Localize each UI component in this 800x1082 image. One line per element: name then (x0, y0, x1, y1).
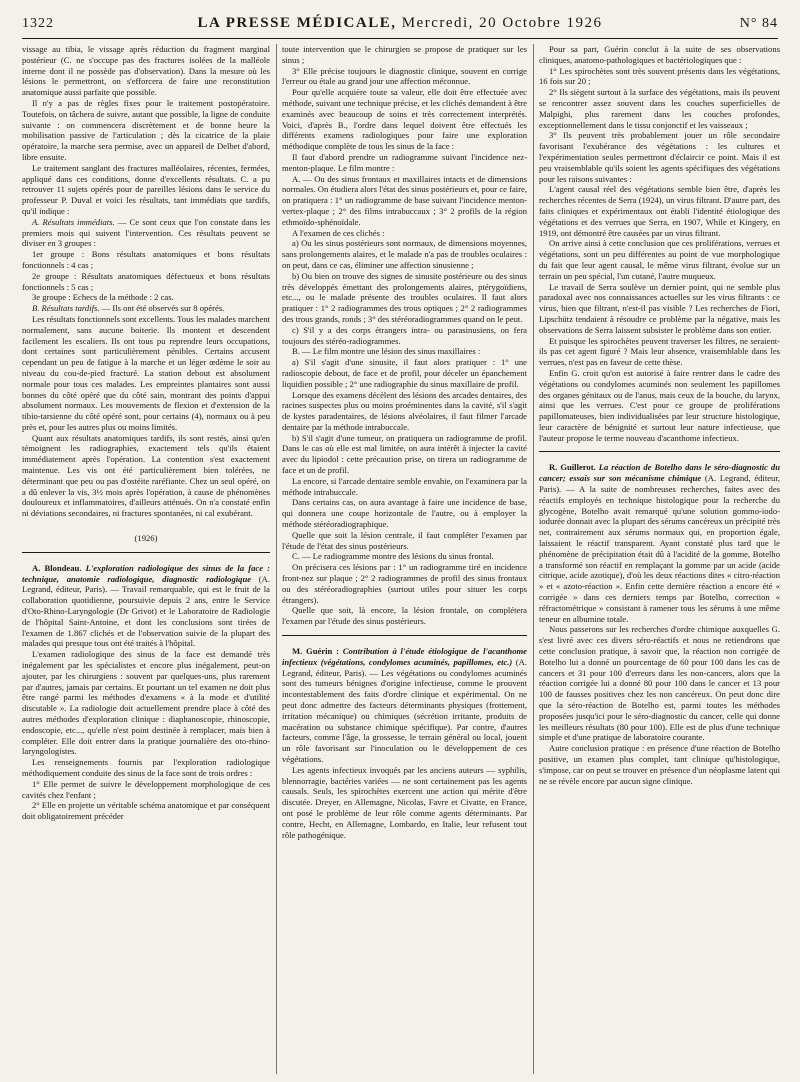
article-title: La réaction de Botelho dans le séro-diagnostic du cancer; essais sur son mécanisme chimique (539, 462, 780, 484)
paragraph: Le traitement sanglant des fractures malléolaires, récentes, fermées, appliqué dans ces conditions, donne d'excellents résultats. C. a pu retrouver 11 sujets opérés pour de pareilles lésions dans le service du professeur P. Duval et voici les résultats, tant immédiats que tardifs, qu'il indique : (22, 162, 270, 216)
paragraph: A l'examen de ces clichés : (292, 227, 385, 238)
article-separator (22, 552, 270, 553)
paragraph: toute intervention que le chirurgien se propose de pratiquer sur les sinus ; (282, 44, 527, 65)
paragraph: On précisera ces lésions par : 1° un radiogramme tiré en incidence front-nez sur plaque ; 2° 2 radiogrammes de profil des sinus frontaux ou des stéréoradiographies (surtout utiles pour situer les corps étrangers). (282, 562, 527, 605)
list-item: 3° Elle précise toujours le diagnostic clinique, souvent en corrige l'erreur ou étale au grand jour une affection méconnue. (282, 65, 527, 87)
list-item: 1er groupe : Bons résultats anatomiques et bons résultats fonctionnels : 4 cas ; (22, 249, 270, 270)
column-2 (282, 44, 527, 1074)
paragraph: Les agents infectieux invoqués par les anciens auteurs — syphilis, blennorragie, bactéries variées — ne sont certainement pas les agents causals. Seuls, les spirochètes exercent une action qui mérite d'être discutée. Dreyer, en Allemagne, Nicolas, Favre et Civatte, en France, ont posé le problème de leur rôle comme agents déterminants. Par contre, Hecht, en Allemagne, Lombardo, en Italie, leur refusent tout rôle pathogénique. (282, 764, 527, 840)
journal-title: LA PRESSE MÉDICALE, (197, 15, 397, 31)
article-author: R. Guillerot. (549, 462, 596, 473)
list-item: 1° Elle permet de suivre le développement morphologique de ces cavités chez l'enfant ; (22, 778, 270, 800)
paragraph: Il faut d'abord prendre un radiogramme suivant l'incidence nez-menton-plaque. Le film montre : (282, 151, 527, 173)
article-publisher: (A. Legrand, éditeur, Paris). (539, 473, 780, 495)
article-heading (539, 462, 780, 624)
paragraph (22, 303, 270, 314)
paragraph: b) Ou bien on trouve des signes de sinusite postérieure ou des sinus très développés émettant des prolongements alaires, ptérygoïdiens, etc..., ou le malade présente des troubles oculaires. Il faut alors pratiquer : 1° 2 radiogrammes des trous optiques ; 2° 2 radiogrammes des trous grands, ronds ; 3° des stéréoradiogrammes quand on le peut. (282, 270, 527, 324)
article-title: L'exploration radiologique des sinus de la face : technique, anatomie radiologique, diagnostic radiologique (22, 562, 270, 584)
page-header (22, 14, 778, 39)
year-marker: (1926) (134, 533, 158, 544)
article-separator (539, 451, 780, 452)
paragraph: On arrive ainsi à cette conclusion que ces proliférations, verrues et végétations, sont un peu différentes au point de vue morphologique du fait que leur agent causal, le même virus filtrant, évolue sur un terrain un peu spécial, l'un cutané, l'autre muqueux. (539, 238, 780, 281)
paragraph: Quant aux résultats anatomiques tardifs, ils sont restés, ainsi qu'en témoignent les radiographies, exactement tels qu'ils étaient immédiatement après l'opération. La contention s'est exactement maintenue. Les vis ont été particulièrement bien tolérées, ne déterminant que peu ou pas d'ostéite raréfiante. Chez un seul opéré, on a dû enlever la vis, 3½ mois après l'opération, à cause de phénomènes douloureux et inflammatoires, d'ailleurs atténués. On n'a constaté enfin ni déviations secondaires, ni fractures spontanées, ni cal exubérant. (22, 432, 270, 519)
paragraph-text: — A la suite de nombreuses recherches, faites avec des réactifs employés en technique histologique pour la recherche du glycogène, Botelho avait remarqué qu'une solution gommo-iodo-iodurée donnait avec la plupart des sérums cancéreux un précipité très net, contrairement aux sérums normaux qui, en proportion égale, laissaient le réactif transparent. Ayant constaté plus tard que le phénomène de précipitation était dû à l'acidité de la gomme, Botelho a transformé son réactif en remplaçant la gomme par un acide (acide citrique, acide azotique), d'où les deux réactions dites « citro-réaction » et « azoto-réaction ». Enfin cette dernière réaction a encore été « corrigée » dans ces derniers temps par Botelho, correction « réfractométrique » consistant à ramener tous les sérums à une même teneur en albumine totale. (539, 484, 780, 624)
paragraph: vissage au tibia, le vissage après réduction du fragment marginal postérieur (C. ne s'occupe pas des fractures isolées de la malléole interne dont il ne possède pas d'observation). Dans la mesure où les lésions le permettront, on s'efforcera de faire une reconstitution anatomique aussi parfaite que possible. (22, 44, 270, 98)
paragraph: c) S'il y a des corps étrangers intra- ou parasinusiens, on fera toujours des stéréo-radiogrammes. (282, 324, 527, 346)
journal-masthead (22, 15, 778, 32)
list-item: 2e groupe : Résultats anatomiques défectueux et bons résultats fonctionnels : 5 cas ; (22, 270, 270, 292)
column-rule-right (533, 44, 534, 1074)
issue-number: N° 84 (739, 16, 778, 31)
article-publisher: (A. Legrand, éditeur, Paris). (22, 573, 270, 595)
paragraph: La encore, si l'arcade dentaire semble envahie, on l'examinera par la méthode intrabuccale. (282, 475, 527, 497)
list-item: 1° Les spirochètes sont très souvent présents dans les végétations, 16 fois sur 20 ; (539, 65, 780, 87)
paragraph: b) S'il s'agit d'une tumeur, on pratiquera un radiogramme de profil. Dans le cas où elle est mal limitée, on aura intérêt à injecter la cavité avec du lipiodol : cette précaution prise, on tirera un radiogramme de face et un de profil. (282, 432, 527, 476)
paragraph: B. — Le film montre une lésion des sinus maxillaires : (292, 346, 481, 357)
article-publisher: (A. Legrand, éditeur, Paris). (282, 656, 527, 678)
section-label: A. Résultats immédiats. (32, 216, 115, 227)
list-item: 2° Elle en projette un véritable schéma anatomique et par conséquent doit obligatoirement précéder (22, 800, 270, 822)
column-3 (539, 44, 780, 1074)
paragraph: A. — Ou des sinus frontaux et maxillaires intacts et de dimensions normales. On étudiera alors l'état des sinus postérieurs et, pour ce faire, on pratiquera : 1° un radiogramme de base suivant l'incidence menton-vertex-plaque ; 2° des films intrabuccaux ; 3° 2 profils de la région ethmoïdo-sphénoïdale. (282, 173, 527, 227)
page-number: 1322 (22, 16, 54, 31)
issue-date: Mercredi, 20 Octobre 1926 (401, 15, 603, 31)
paragraph: Quelle que soit la lésion centrale, il faut compléter l'examen par l'étude de l'état des sinus postérieurs. (282, 529, 527, 551)
article-author: M. Guérin : (292, 646, 339, 657)
paragraph: Dans certains cas, on aura avantage à faire une incidence de base, qui donnera une coupe horizontale de l'autre, ou à employer la méthode stéréoradiographique. (282, 497, 527, 530)
paragraph: Le travail de Serra soulève un dernier point, qui ne semble plus paradoxal avec nos connaissances actuelles sur les virus filtrants : ce virus, bien que filtrant, n'est-il pas visible ? Les recherches de Fiori, Lipschütz tendaient à résoudre ce problème par la négative, mais les observations de Serra laissent subsister le problème dans son entier. (539, 281, 780, 335)
paragraph-text: — Travail remarquable, qui est le fruit de la collaboration quotidienne, poursuivie depuis 2 ans, entre le Service d'Oto-Rhino-Laryngologie (Dr Grivot) et le Laboratoire de Radiologie de l'hôpital Saint-Antoine, et dont les conclusions sont tirées de l'examen de 1.867 clichés et de l'observation suivie de la plupart des malades qui presque tous ont été traités à l'hôpital. (22, 584, 270, 649)
paragraph: C. — Le radiogramme montre des lésions du sinus frontal. (292, 551, 494, 562)
paragraph: Autre conclusion pratique : en présence d'une réaction de Botelho positive, un examen plus complet, tant clinique qu'histologique, s'impose, car on peut se trouver en présence d'un néoplasme latent qui ne se révèle encore par aucun signe clinique. (539, 743, 780, 786)
paragraph: Il n'y a pas de règles fixes pour le traitement postopératoire. Toutefois, on tâchera de suivre, autant que possible, la ligne de conduite suivante : on commencera discrètement et de bonne heure la mobilisation passive de l'articulation ; dès la cicatrice de la plaie opératoire, la marche sera permise, avec un appareil de Delbet d'abord, libre ensuite. (22, 97, 270, 162)
article-heading (22, 563, 270, 649)
paragraph (22, 217, 270, 249)
column-1 (22, 44, 270, 1074)
paragraph-text: — Ils ont été observés sur 8 opérés. (101, 303, 225, 314)
paragraph: a) Ou les sinus postérieurs sont normaux, de dimensions moyennes, sans prolongements alaires, et le malade n'a pas de troubles oculaires : on peut, dans ce cas, éliminer une affection sinusienne ; (282, 238, 527, 270)
paragraph: Pour qu'elle acquière toute sa valeur, elle doit être effectuée avec méthode, suivant une technique précise, et les clichés demandent à être examinés avec beaucoup de soins et très correctement interprétés. Voici, d'après B., l'ordre dans lequel doivent être effectués les différents examens radiologiques pour faire une exploration méthodique complète de tous les sinus de la face : (282, 87, 527, 152)
paragraph: L'agent causal réel des végétations semble bien être, d'après les recherches récentes de Serra (1924), un virus filtrant. D'autre part, des faits cliniques et expérimentaux ont établi l'identité étiologique des végétations et des verrues que Serra, en 1907, While et Kingery, en 1919, ont démontré être causées par un virus filtrant. (539, 184, 780, 238)
paragraph: Enfin G. croit qu'on est autorisé à faire rentrer dans le cadre des végétations ou condylomes acuminés non seulement les papillomes des organes génitaux ou de l'anus, mais ceux de la bouche, du larynx, ainsi que les verrues. C'est pour ce groupe de proliférations papillomateuses, bien individualisées par leur structure histologique, leur caractère de bénignité et surtout leur nature infectieuse, que l'auteur propose le terme nouveau d'acanthome infectieux. (539, 367, 780, 443)
paragraph: Quelle que soit, là encore, la lésion frontale, on complétera l'examen par l'étude des sinus postérieurs. (282, 605, 527, 627)
article-heading (282, 646, 527, 765)
paragraph: Lorsque des examens décèlent des lésions des arcades dentaires, des racines suspectes plus ou moins proéminentes dans la cavité, s'il s'agit de kystes paradentaires, de lésions alvéolaires, il faut filmer l'arcade dentaire par la méthode intrabuccale. (282, 389, 527, 432)
paragraph: L'examen radiologique des sinus de la face est demandé très inégalement par les spécialistes et encore plus inégalement, peut-on ajouter, par les chirurgiens : souvent par quelques-uns, plus rarement par d'autres, jamais par certains. Et pourtant un tel examen ne doit plus être rangé parmi les méthodes d'examens « à la mode et d'utilité discutable ». La radiologie doit actuellement prendre place à côté des autres méthodes d'exploration clinique : diaphanoscopie, rhinoscopie, endoscopie, etc..., qu'elle n'est point destinée à remplacer, mais bien à compléter. Elle doit entrer dans la pratique journalière des oto-rhino-laryngologistes. (22, 649, 270, 757)
list-item: 3e groupe : Echecs de la méthode : 2 cas. (32, 292, 174, 303)
paragraph: Nous passerons sur les recherches d'ordre chimique auxquelles G. s'est livré avec ces divers séro-réactifs et nous ne retiendrons que cette conclusion pratique, à savoir que, la réaction non corrigée de Botelho lui a donné un pourcentage de 60 pour 100 dans les cas de cancers et 31 pour 100 d'erreurs dans les non-cancers, alors que la réaction corrigée lui a donné 80 pour 100 dans le cancer et 13 pour 100 de fausses positives chez les non cancéreux. On peut donc dire que la séro-réaction de Botelho est, parmi toutes les méthodes proposées jusqu'ici pour le séro-diagnostic du cancer, celle qui donne les meilleurs résultats (80 pour 100). Elle est de plus d'une technique simple et d'une pratique de laboratoire courante. (539, 624, 780, 743)
article-separator (282, 635, 527, 636)
paragraph: a) S'il s'agit d'une sinusite, il faut alors pratiquer : 1° une radioscopie debout, de face et de profil, pour déceler un épanchement liquidien possible ; 2° une radiographie du sinus maxillaire de profil. (282, 357, 527, 389)
article-author: A. Blondeau. (32, 562, 82, 573)
section-label: B. Résultats tardifs. (32, 303, 100, 314)
paragraph: Et puisque les spirochètes peuvent traverser les filtres, ne seraient-ils pas cet agent figuré ? Mais leur absence, vraisemblable dans les verrues, n'est pas en faveur de cette thèse. (539, 335, 780, 368)
paragraph: Les renseignements fournis par l'exploration radiologique méthodiquement conduite des sinus de la face sont de trois ordres : (22, 757, 270, 778)
paragraph: Pour sa part, Guérin conclut à la suite de ses observations cliniques, anatomo-pathologiques et bactériologiques que : (539, 44, 780, 65)
paragraph: Les résultats fonctionnels sont excellents. Tous les malades marchent normalement, sans aucune boiterie. Ils montent et descendent facilement les escaliers. Ils ont tous pu reprendre leurs occupations, dont certaines sont particulièrement pénibles. Certains accusent cependant un peu de fatigue à la marche et un léger œdème le soir au niveau du cou-de-pied fracturé. La station debout est absolument normale pour tous ces malades. Les empreintes plantaires sont aussi bonnes du côté opéré que du côté sain, montrant des points d'appui absolument normaux. Les mouvements de flexion et d'extension de la tibio-tarsienne du côté opéré sont, pour certains (4), normaux ou à peu près et, pour les autres plus ou moins limités. (22, 313, 270, 432)
paragraph-text: — Ce sont ceux que l'on constate dans les premiers mois qui suivent l'intervention. Ces résultats peuvent se diviser en 3 groupes : (22, 216, 270, 249)
list-item: 3° Ils peuvent très probablement jouer un rôle secondaire favorisant l'exubérance des végétations : les cultures et l'expérimentation seules permettront d'éclaircir ce point. Mais il est peu vraisemblable qu'ils soient les agents spécifiques des végétations pour les raisons suivantes : (539, 130, 780, 184)
article-title: Contribution à l'étude étiologique de l'acanthome infectieux (végétations, condylomes acuminés, papillomes, etc.) (282, 646, 527, 667)
column-rule-left (276, 44, 277, 1074)
paragraph-text: — Les végétations ou condylomes acuminés sont des tumeurs bénignes d'origine infectieuse, comme le prouvent incontestablement des faits d'ordre clinique et expérimental. On ne peut donc admettre des facteurs déterminants physiques (frottement, irritation mécanique) ou chimiques (sécrétion irritante, produits de macération ou substance chimique spécifique). Par contre, d'autres facteurs, comme l'âge, la grossesse, le terrain général ou local, jouent un rôle favorisant sur l'inoculation ou le développement de ces végétations. (282, 667, 527, 764)
list-item: 2° Ils siègent surtout à la surface des végétations, mais ils peuvent se rencontrer assez souvent dans les couches superficielles de Malpighi, plus rarement dans les couches profondes, exceptionnellement dans le tissu conjonctif et les vaisseaux ; (539, 87, 780, 130)
